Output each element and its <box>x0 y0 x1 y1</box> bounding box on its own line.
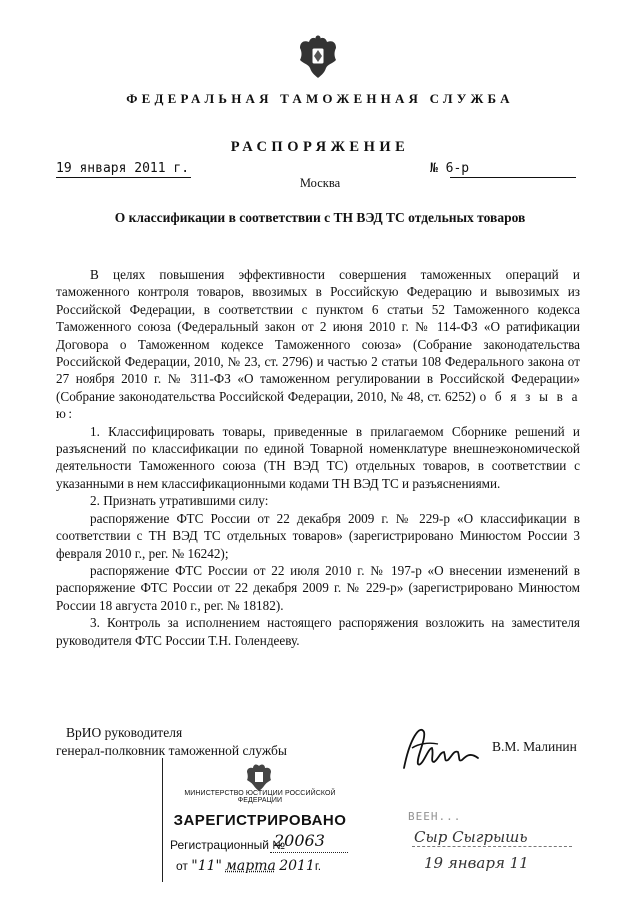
stamp-reg-number: 20063 <box>274 831 325 850</box>
stamp-date-day: "11" <box>191 858 222 874</box>
signatory-title-line1: ВрИО руководителя <box>66 725 183 740</box>
document-body <box>56 266 580 649</box>
agency-name: ФЕДЕРАЛЬНАЯ ТАМОЖЕННАЯ СЛУЖБА <box>126 91 514 106</box>
stamp-date-year: 2011 <box>279 858 315 874</box>
signatory-name: В.М. Малинин <box>492 739 577 754</box>
stamp-date-month: марта <box>225 858 276 874</box>
registration-stamp <box>162 758 358 882</box>
receipt-handwriting-1: Сыр Сыгрышь <box>414 828 528 846</box>
stamp-reg-label: Регистрационный № <box>170 838 286 852</box>
stamp-date-prefix: от <box>176 859 188 873</box>
stamp-date-suffix: г. <box>314 859 322 873</box>
receipt-line <box>412 846 572 847</box>
body-paragraph: распоряжение ФТС России от 22 декабря 2009 г. № 229-р «О классификации в соответствии с ТН ВЭД ТС отдельных товаров» (зарегистрировано Минюстом России 3 февраля 2010 г., рег. № 16242); <box>56 510 580 561</box>
body-paragraph: 1. Классифицировать товары, приведенные в прилагаемом Сборнике решений и разъяснений по классификации по единой Товарной номенклатуре внешнеэкономической деятельности Таможенного союза (ТН ВЭД ТС) отдельных товаров, в соответствии с указанными в нем классификационными кодами ТН ВЭД ТС и разъяснениями. <box>56 423 580 491</box>
stamp-reg-underline <box>270 852 348 853</box>
coat-of-arms-emblem <box>296 34 340 80</box>
body-paragraph: распоряжение ФТС России от 22 июля 2010 г. № 197-р «О внесении изменений в распоряжение ФТС России от 22 декабря 2009 г. № 229-р» (зарегистрировано Минюстом России 18 августа 2010 г., рег. № 18182). <box>56 562 580 613</box>
document-date: 19 января 2011 г. <box>56 161 190 176</box>
obligate-word: о б я з ы в а ю: <box>56 388 580 422</box>
receipt-stamp <box>404 806 604 884</box>
signatory-title-line2: генерал-полковник таможенной службы <box>56 743 287 758</box>
document-type: РАСПОРЯЖЕНИЕ <box>230 139 410 155</box>
document-number: № 6-р <box>430 161 470 176</box>
receipt-stamp-header: ВЕЕН... <box>408 810 462 823</box>
body-paragraph: 3. Контроль за исполнением настоящего распоряжения возложить на заместителя руководителя ФТС России Т.Н. Голендееву. <box>56 615 580 648</box>
stamp-date <box>176 858 321 874</box>
document-title: О классификации в соответствии с ТН ВЭД ТС отдельных товаров <box>114 210 526 225</box>
body-paragraph: 2. Признать утратившими силу: <box>90 493 269 509</box>
body-paragraph <box>56 266 580 423</box>
city: Москва <box>299 176 341 190</box>
stamp-emblem-icon <box>244 762 274 792</box>
stamp-ministry: МИНИСТЕРСТВО ЮСТИЦИИ РОССИЙСКОЙ ФЕДЕРАЦИИ <box>184 790 336 804</box>
handwritten-signature <box>398 718 486 780</box>
preamble-text: В целях повышения эффективности совершения таможенных операций и таможенного контроля товаров, ввозимых в Российскую Федерацию и вывозимых из Российской Федерации, в соответствии с пунктом 6 статьи 52 Таможенного кодекса Таможенного союза (Федеральный закон от 2 июня 2010 г. № 114-ФЗ «О ратификации Договора о Таможенном кодексе Таможенного союза» (Собрание законодательства Российской Федерации, 2010, № 23, ст. 2796) и частью 2 статьи 108 Федерального закона от 27 ноября 2010 г. № 311-ФЗ «О таможенном регулировании в Российской Федерации» (Собрание законодательства Российской Федерации, 2010, № 48, ст. 6252) <box>56 267 580 404</box>
stamp-status: ЗАРЕГИСТРИРОВАНО <box>173 812 347 829</box>
receipt-handwriting-2: 19 января 11 <box>424 854 529 872</box>
